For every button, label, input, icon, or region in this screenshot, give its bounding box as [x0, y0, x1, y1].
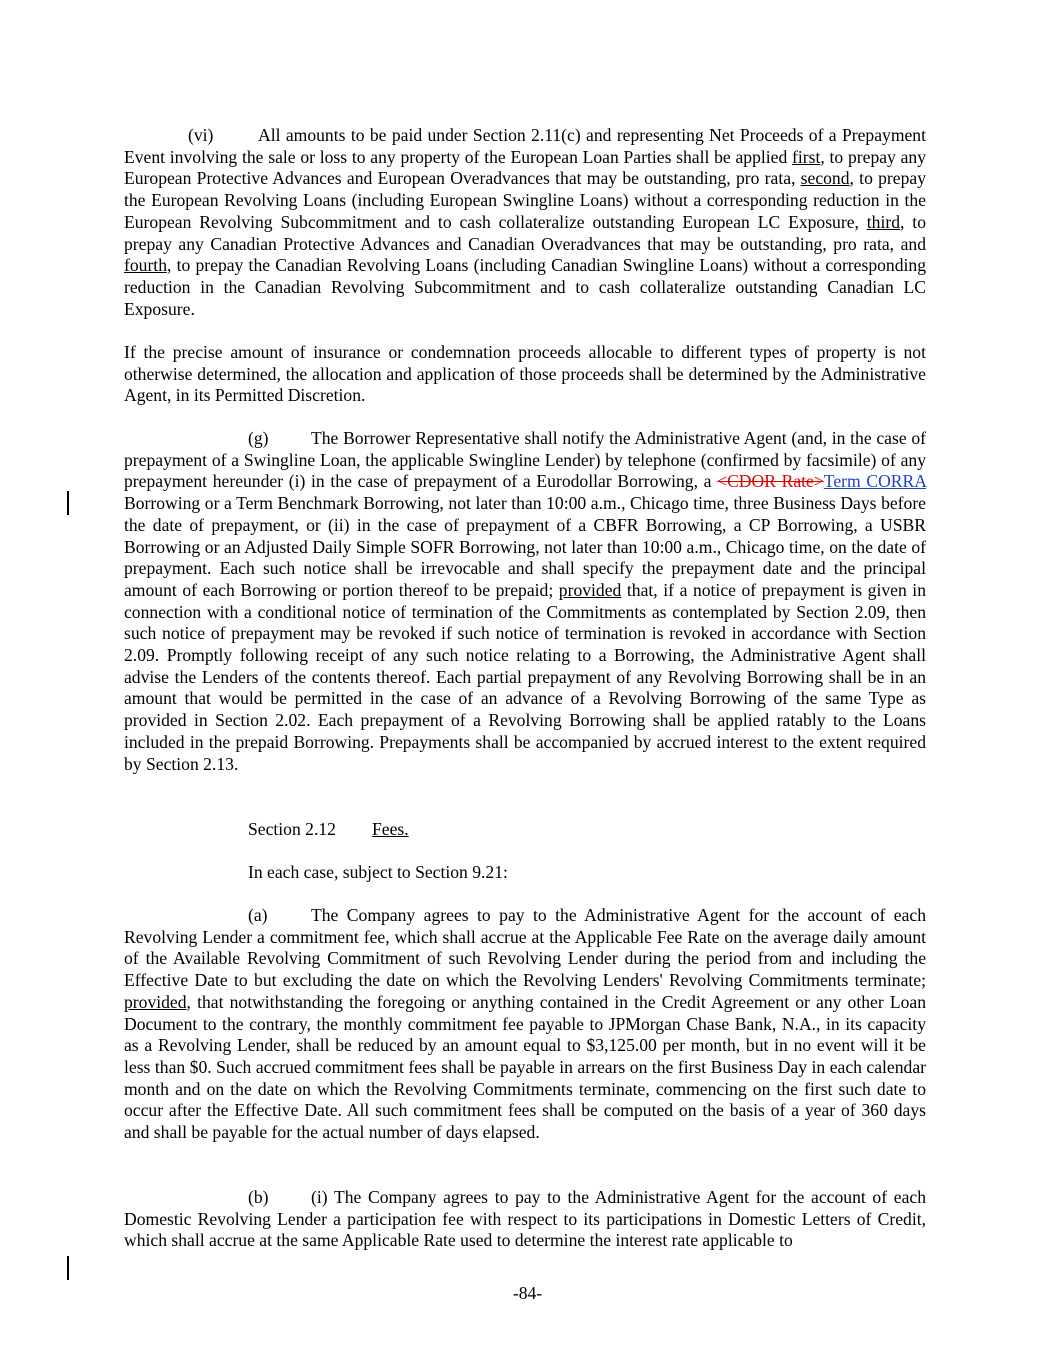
- deleted-text: <CDOR Rate>: [717, 471, 824, 492]
- section-number: Section 2.12: [248, 819, 336, 839]
- change-bar: [67, 491, 69, 515]
- change-bar: [67, 1256, 69, 1280]
- paragraph-number: (a): [248, 905, 268, 925]
- paragraph-number: (vi): [188, 125, 214, 145]
- inserted-text: Term CORRA: [823, 471, 926, 492]
- paragraph-g: (g) The Borrower Representative shall notify the Administrative Agent (and, in the case of prepayment of a Swingline Loan, the applicable Swingline Lender) by telephone (confirmed by facsimile) of any prepayment hereunder (i) in the case of prepayment of a Eurodollar Borrowing, a <CDOR Rate>Term CORRA Borrowing or a Term Benchmark Borrowing, not later than 10:00 a.m., Chicago time, three Business Days before the date of prepayment, or (ii) in the case of prepayment of a CBFR Borrowing, a CP Borrowing, a USBR Borrowing or an Adjusted Daily Simple SOFR Borrowing, not later than 10:00 a.m., Chicago time, on the date of prepayment. Each such notice shall be irrevocable and shall specify the prepayment date and the principal amount of each Borrowing or portion thereof to be prepaid; provided that, if a notice of prepayment is given in connection with a conditional notice of termination of the Commitments as contemplated by Section 2.09, then such notice of prepayment may be revoked if such notice of termination is revoked in accordance with Section 2.09. Promptly following receipt of any such notice relating to a Borrowing, the Administrative Agent shall advise the Lenders of the contents thereof. Each partial prepayment of any Revolving Borrowing shall be in an amount that would be permitted in the case of an advance of a Revolving Borrowing of the same Type as provided in Section 2.02. Each prepayment of a Revolving Borrowing shall be applied ratably to the Loans included in the prepaid Borrowing. Prepayments shall be accompanied by accrued interest to the extent required by Section 2.13.: [124, 428, 926, 774]
- paragraph-b: (b) (i) The Company agrees to pay to the Administrative Agent for the account of each Domestic Revolving Lender a participation fee with respect to its participations in Domestic Letters of Credit, which shall accrue at the same Applicable Rate used to determine the interest rate applicable to: [124, 1187, 926, 1251]
- paragraph-vi: (vi) All amounts to be paid under Section 2.11(c) and representing Net Proceeds of a Prepayment Event involving the sale or loss to any property of the European Loan Parties shall be applied first, to prepay any European Protective Advances and European Overadvances that may be outstanding, pro rata, second, to prepay the European Revolving Loans (including European Swingline Loans) without a corresponding reduction in the European Revolving Subcommitment and to cash collateralize outstanding European LC Exposure, third, to prepay any Canadian Protective Advances and Canadian Overadvances that may be outstanding, pro rata, and fourth, to prepay the Canadian Revolving Loans (including Canadian Swingline Loans) without a corresponding reduction in the Canadian Revolving Subcommitment and to cash collateralize outstanding Canadian LC Exposure.: [124, 125, 926, 319]
- paragraph-number: (g): [248, 428, 269, 448]
- page-number: -84-: [512, 1283, 543, 1303]
- paragraph-a: (a) The Company agrees to pay to the Administrative Agent for the account of each Revolving Lender a commitment fee, which shall accrue at the Applicable Fee Rate on the average daily amount of the Available Revolving Commitment of such Revolving Lender during the period from and including the Effective Date to but excluding the date on which the Revolving Lenders' Revolving Commitments terminate; provided, that notwithstanding the foregoing or anything contained in the Credit Agreement or any other Loan Document to the contrary, the monthly commitment fee payable to JPMorgan Chase Bank, N.A., in its capacity as a Revolving Lender, shall be reduced by an amount equal to $3,125.00 per month, but in no event will it be less than $0. Such accrued commitment fees shall be payable in arrears on the first Business Day in each calendar month and on the date on which the Revolving Commitments terminate, commencing on the first such date to occur after the Effective Date. All such commitment fees shall be computed on the basis of a year of 360 days and shall be payable for the actual number of days elapsed.: [124, 905, 926, 1143]
- paragraph-insurance: If the precise amount of insurance or condemnation proceeds allocable to different types of property is not otherwise determined, the allocation and application of those proceeds shall be determined by the Administrative Agent, in its Permitted Discretion.: [124, 342, 926, 406]
- paragraph-number: (b): [248, 1187, 269, 1207]
- section-heading: [124, 819, 926, 841]
- subject-line: In each case, subject to Section 9.21:: [248, 862, 508, 882]
- section-title: Fees.: [372, 819, 409, 839]
